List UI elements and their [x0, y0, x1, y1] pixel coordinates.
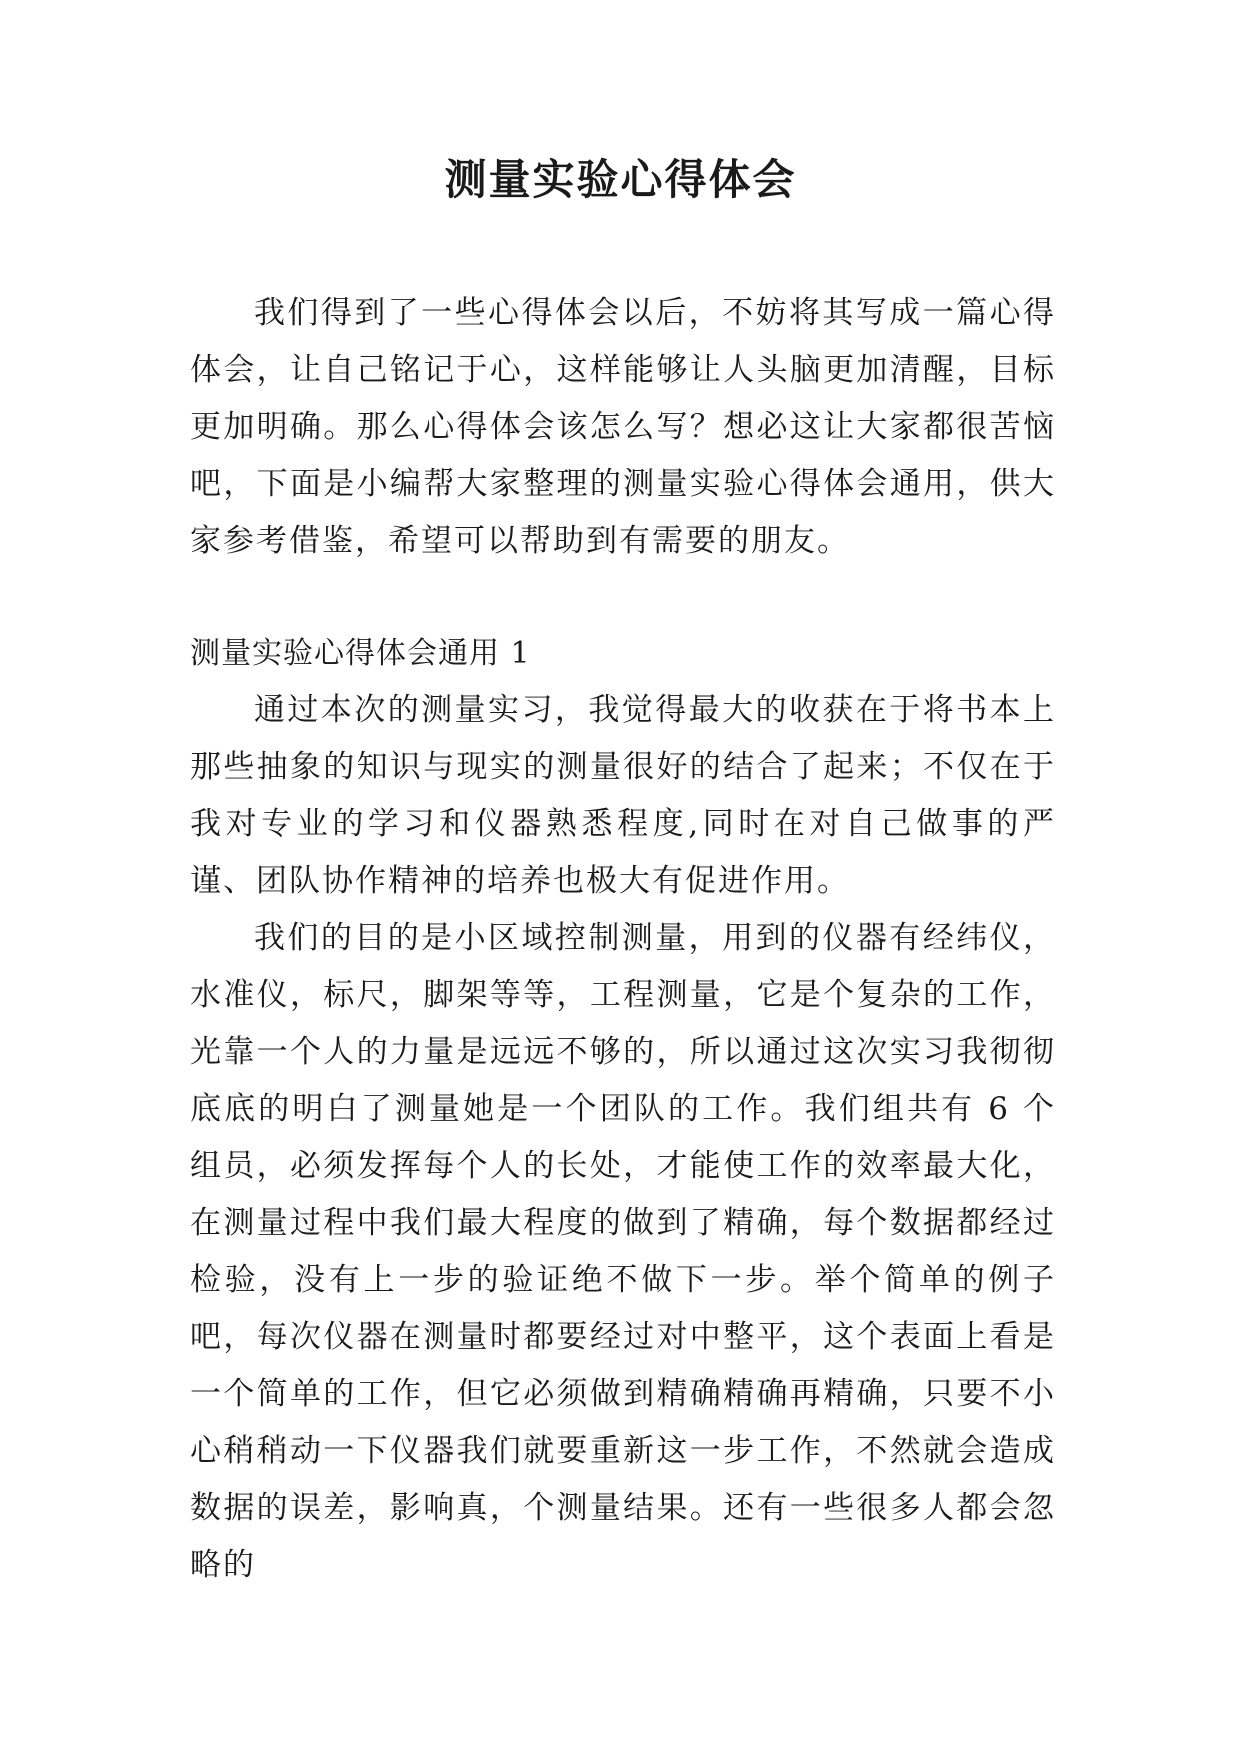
document-body: [190, 285, 1056, 1594]
section-paragraph-1: 通过本次的测量实习，我觉得最大的收获在于将书本上那些抽象的知识与现实的测量很好的结合了起来；不仅在于我对专业的学习和仪器熟悉程度,同时在对自己做事的严谨、团队协作精神的培养也极大有促进作用。: [190, 692, 1056, 899]
section-heading: 测量实验心得体会通用 1: [190, 636, 531, 671]
intro-paragraph: 我们得到了一些心得体会以后，不妨将其写成一篇心得体会，让自己铭记于心，这样能够让人头脑更加清醒，目标更加明确。那么心得体会该怎么写？想必这让大家都很苦恼吧，下面是小编帮大家整理的测量实验心得体会通用，供大家参考借鉴，希望可以帮助到有需要的朋友。: [190, 295, 1056, 559]
section-spacer: [190, 570, 1056, 625]
section-paragraph-2: 我们的目的是小区域控制测量，用到的仪器有经纬仪，水准仪，标尺，脚架等等，工程测量，它是个复杂的工作，光靠一个人的力量是远远不够的，所以通过这次实习我彻彻底底的明白了测量她是一个团队的工作。我们组共有 6 个组员，必须发挥每个人的长处，才能使工作的效率最大化，在测量过程中我们最大程度的做到了精确，每个数据都经过检验，没有上一步的验证绝不做下一步。举个简单的例子吧，每次仪器在测量时都要经过对中整平，这个表面上看是一个简单的工作，但它必须做到精确精确再精确，只要不小心稍稍动一下仪器我们就要重新这一步工作，不然就会造成数据的误差，影响真，个测量结果。还有一些很多人都会忽略的: [190, 920, 1056, 1583]
document-title: 测量实验心得体会: [444, 155, 797, 204]
